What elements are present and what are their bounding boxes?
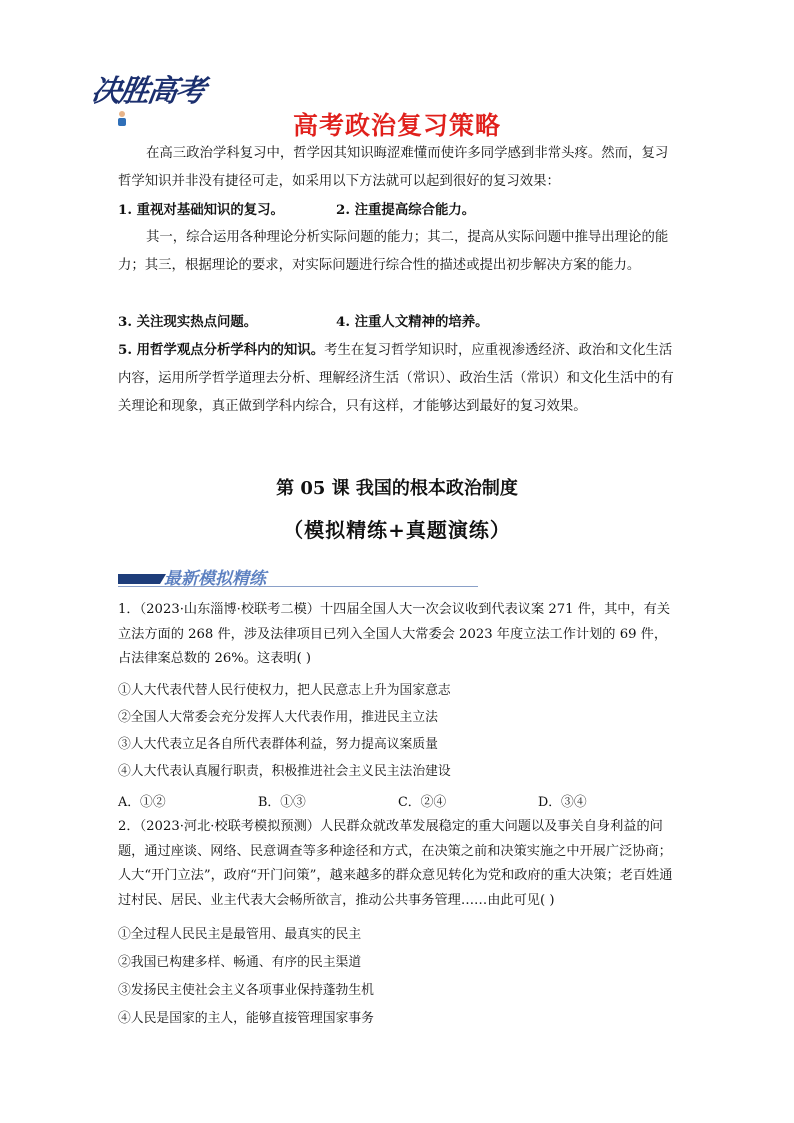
tip-2: 2. 注重提高综合能力。	[336, 202, 476, 218]
question-1-option-2: ②全国人大常委会充分发挥人大代表作用，推进民主立法	[118, 710, 438, 725]
question-2-option-1: ①全过程人民民主是最管用、最真实的民主	[118, 927, 362, 942]
question-1-option-3: ③人大代表立足各自所代表群体利益，努力提高议案质量	[118, 737, 438, 752]
question-2-stem: 2．（2023·河北·校联考模拟预测）人民群众就改革发展稳定的重大问题以及事关自身利益的问题，通过座谈、网络、民意调查等多种途径和方式，在决策之前和决策实施之中开展广泛协商；人大“开门立法”，政府“开门问策”，越来越多的群众意见转化为党和政府的重大决策；老百姓通过村民、居民、业主代表大会畅所欲言，推动公共事务管理……由此可见( )	[118, 819, 673, 908]
tips-row-1	[118, 196, 678, 224]
question-1-stem: 1．（2023·山东淄博·校联考二模）十四届全国人大一次会议收到代表议案 271 件，其中，有关立法方面的 268 件，涉及法律项目已列入全国人大常委会 2023 年度立法工作计划的 69 件，占法律案总数的 26%。这表明( )	[118, 602, 671, 666]
lesson-subtitle: （模拟精练+真题演练）	[283, 518, 511, 542]
intro-paragraph-1: 在高三政治学科复习中，哲学因其知识晦涩难懂而使许多同学感到非常头疼。然而，复习哲学知识并非没有捷径可走，如采用以下方法就可以起到很好的复习效果：	[118, 146, 669, 189]
question-2-option-3: ③发扬民主使社会主义各项事业保持蓬勃生机	[118, 983, 374, 998]
intro-paragraph-2: 其一，综合运用各种理论分析实际问题的能力；其二，提高从实际问题中推导出理论的能力；其三，根据理论的要求，对实际问题进行综合性的描述或提出初步解决方案的能力。	[118, 230, 669, 273]
choice-b: B．①③	[258, 795, 306, 810]
main-title: 高考政治复习策略	[292, 111, 501, 140]
section-header	[118, 566, 478, 590]
section-band	[118, 574, 160, 584]
lesson-title: 第 05 课 我国的根本政治制度	[276, 478, 518, 499]
question-2-option-2: ②我国已构建多样、畅通、有序的民主渠道	[118, 955, 362, 970]
choice-d: D．③④	[538, 795, 587, 810]
choice-a: A．①②	[118, 795, 166, 810]
tip-5-heading: 5. 用哲学观点分析学科内的知识。	[118, 342, 325, 358]
question-2-option-4: ④人民是国家的主人，能够直接管理国家事务	[118, 1011, 374, 1026]
choice-c: C．②④	[398, 795, 447, 810]
tips-row-2	[118, 308, 678, 336]
tip-4: 4. 注重人文精神的培养。	[336, 314, 489, 330]
section-label: 最新模拟精练	[164, 569, 266, 589]
tip-5-text: 考生在复习哲学知识时，应重视渗透经济、政治和文化生活内容，运用所学哲学道理去分析、理解经济生活（常识）、政治生活（常识）和文化生活中的有关理论和现象，真正做到学科内综合，只有这样，才能够达到最好的复习效果。	[118, 343, 674, 414]
tip-1: 1. 重视对基础知识的复习。	[118, 202, 284, 218]
tip-3: 3. 关注现实热点问题。	[118, 314, 258, 330]
logo-text: 决胜高考	[89, 74, 206, 109]
question-1-option-1: ①人大代表代替人民行使权力，把人民意志上升为国家意志	[118, 683, 451, 698]
intro-paragraph-5	[118, 336, 678, 421]
question-1-option-4: ④人大代表认真履行职责，积极推进社会主义民主法治建设	[118, 764, 451, 779]
